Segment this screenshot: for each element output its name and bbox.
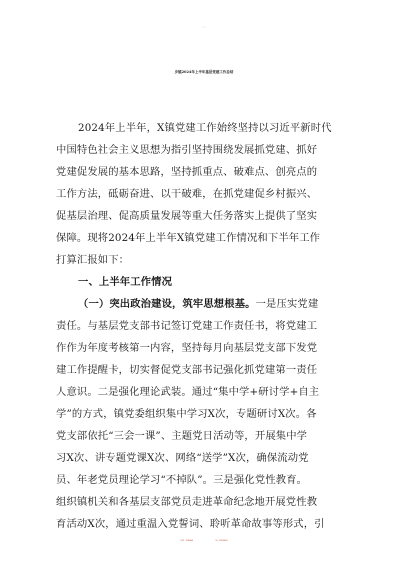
para-line: 建工作提醒卡，切实督促党支部书记强化抓党建第一责任 <box>56 364 318 376</box>
body-line: 中国特色社会主义思想为指引坚持围绕发展抓党建、抓好 <box>56 144 318 156</box>
para-line: 习X次、讲专题党课X次、网络“送学”X次，确保流动党 <box>56 452 309 464</box>
contact-footer <box>0 540 408 542</box>
para-line: 员、年老党员理论学习“不掉队”。三是强化党性教育。 <box>56 474 308 486</box>
para-line: 组织镇机关和各基层支部党员走进革命纪念地开展党性教 <box>56 496 318 508</box>
body-line: 党建促发展的基本思路，坚持抓重点、破难点、创亮点的 <box>56 166 318 178</box>
para-line: 责任。与基层党支部书记签订党建工作责任书，将党建工 <box>56 320 318 332</box>
body-line: 促基层治理、促高质量发展等重大任务落实上提供了坚实 <box>56 210 318 222</box>
qq-number: QQ：535304092 <box>215 541 228 542</box>
para-line: 党支部依托“三会一课”、主题党日活动等，开展集中学 <box>56 430 308 442</box>
para-line: 作作为年度考核第一内容，坚持每月向基层党支部下发党 <box>56 342 318 354</box>
subsection-heading: （一）突出政治建设，筑牢思想根基。 <box>78 298 256 310</box>
body-line: 打算汇报如下： <box>56 254 130 266</box>
para-line: 人意识。二是强化理论武装。通过“集中学+研讨学+自主 <box>56 386 320 398</box>
para-line: 育活动X次，通过重温入党誓词、聆听革命故事等形式，引 <box>56 518 325 530</box>
body-line: 2024年上半年，X镇党建工作始终坚持以习近平新时代 <box>78 122 332 134</box>
body-line: 保障。现将2024年上半年X镇党建工作情况和下半年工作 <box>56 232 321 244</box>
subsection-text: 一是压实党建 <box>255 298 319 310</box>
body-line: 工作方法，砥砺奋进、以干破难，在抓党建促乡村振兴、 <box>56 188 318 200</box>
qq-group-number: QQ群：30265665 <box>180 541 194 542</box>
section-heading: 一、上半年工作情况 <box>78 276 173 288</box>
para-line: 学”的方式，镇党委组织集中学习X次，专题研讨X次。各 <box>56 408 317 420</box>
document-title: 乡镇2024年上半年基层党建工作总结 <box>174 70 234 74</box>
subsection-line <box>78 298 318 311</box>
